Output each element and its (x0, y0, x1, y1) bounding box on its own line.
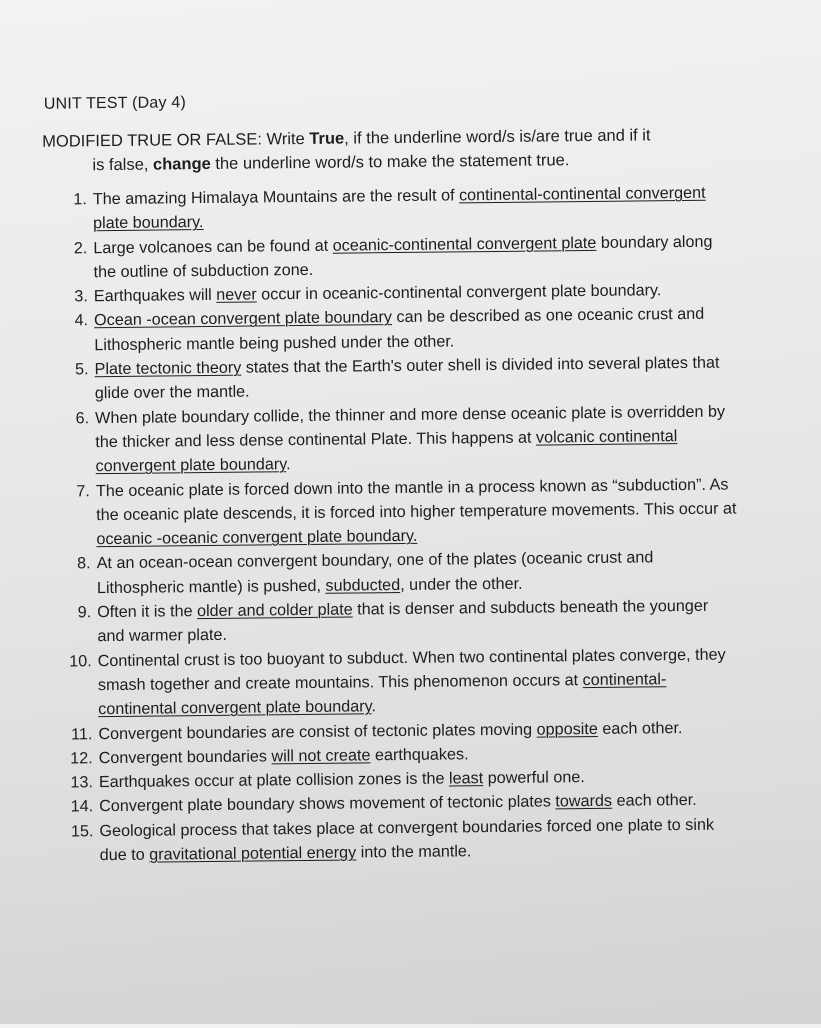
question-item (56, 351, 736, 407)
question-text: The oceanic plate is forced down into the mantle in a process known as “subduction”. As the oceanic plate descends, it is forced into higher temperature movements. This occur at (96, 475, 737, 524)
question-number: 11. (54, 722, 92, 747)
underlined-term: opposite (537, 719, 598, 738)
underlined-term: towards (555, 792, 612, 811)
instructions (42, 122, 762, 178)
instructions-change: change (153, 155, 211, 174)
underlined-term: least (449, 769, 483, 787)
question-text: At an ocean-ocean convergent boundary, one of the plates (oceanic crust and Lithospheric mantle) is pushed, (97, 549, 654, 597)
question-text-after: occur in oceanic-continental convergent plate boundary. (257, 281, 662, 303)
underlined-term: never (216, 286, 257, 304)
instructions-text-c: is false, (92, 156, 153, 175)
question-text: The amazing Himalaya Mountains are the result of (93, 186, 459, 208)
question-number: 15. (55, 819, 93, 844)
question-text: Continental crust is too buoyant to subduct. When two continental plates converge, they smash together and create mountains. This phenomenon occurs at (98, 645, 726, 694)
question-number: 10. (54, 649, 92, 674)
underlined-term: older and colder plate (197, 601, 353, 621)
instructions-heading: MODIFIED TRUE OR FALSE: (42, 130, 262, 150)
question-text-after: into the mantle. (356, 842, 471, 861)
question-text: Often it is the (97, 602, 197, 621)
underlined-term: Ocean -ocean convergent plate boundary (94, 309, 392, 330)
question-number: 8. (59, 552, 91, 577)
question-number: 6. (57, 406, 89, 431)
question-item (58, 472, 739, 552)
instructions-text-a: Write (262, 130, 310, 148)
underlined-term: subducted (325, 576, 400, 595)
instructions-line-2 (42, 146, 762, 178)
underlined-term: will not create (271, 746, 370, 765)
question-number: 2. (55, 236, 87, 261)
instructions-true: True (309, 130, 344, 148)
underlined-term: oceanic-continental convergent plate (333, 234, 597, 255)
question-text-after: powerful one. (483, 768, 585, 787)
question-text-after: boundary along the outline of subduction zone. (94, 232, 713, 281)
question-text-after: each other. (612, 791, 697, 810)
question-text: When plate boundary collide, the thinner and more dense oceanic plate is overridden by the thicker and less dense continental Plate. This happens at (95, 402, 725, 451)
question-number: 12. (55, 746, 93, 771)
question-number: 9. (59, 600, 91, 625)
question-list (55, 180, 742, 867)
question-text: Earthquakes will (94, 286, 217, 305)
question-text: Convergent plate boundary shows movement of tectonic plates (99, 793, 555, 816)
question-text-after: states that the Earth's outer shell is divided into several plates that glide over the mantle. (95, 354, 720, 403)
question-item (56, 302, 736, 358)
question-text: Geological process that takes place at convergent boundaries forced one plate to sink due to (99, 815, 714, 864)
instructions-text-b: , if the underline word/s is/are true and if it (344, 126, 650, 147)
question-text-after: that is denser and subducts beneath the younger and warmer plate. (97, 597, 708, 646)
question-text-after: earthquakes. (370, 745, 468, 764)
page-title: UNIT TEST (Day 4) (44, 94, 186, 113)
question-item (55, 229, 735, 285)
question-text-after: can be described as one oceanic crust and Lithospheric mantle being pushed under the other. (94, 305, 704, 354)
question-number: 1. (55, 187, 87, 212)
question-text-after: . (286, 455, 291, 473)
question-number: 5. (56, 357, 88, 382)
instructions-text-d: the underline word/s to make the statement true. (211, 151, 570, 173)
question-number: 13. (55, 770, 93, 795)
underlined-term: Plate tectonic theory (95, 359, 242, 379)
question-item (55, 180, 735, 236)
question-text-after: . (371, 697, 376, 715)
question-number: 7. (58, 479, 90, 504)
question-number: 14. (55, 795, 93, 820)
underlined-term: continental-continental convergent plate boundary (98, 670, 666, 718)
question-text: Convergent boundaries (99, 747, 272, 767)
question-item (59, 594, 739, 650)
underlined-term: gravitational potential energy (149, 843, 356, 863)
question-item (57, 399, 738, 479)
question-number: 3. (56, 284, 88, 309)
question-item (60, 642, 741, 722)
question-text-after: each other. (598, 719, 683, 738)
question-text-after: , under the other. (400, 574, 523, 593)
question-text: Earthquakes occur at plate collision zones is the (99, 770, 449, 792)
question-text: Large volcanoes can be found at (93, 236, 333, 257)
question-item (59, 545, 739, 601)
underlined-term: oceanic -oceanic convergent plate boundary. (96, 527, 417, 548)
underlined-term: volcanic continental convergent plate boundary (96, 427, 678, 475)
underlined-term: continental-continental convergent plate boundary. (93, 184, 706, 233)
question-item (61, 812, 741, 868)
question-text: Convergent boundaries are consist of tectonic plates moving (98, 720, 536, 743)
question-number: 4. (56, 309, 88, 334)
